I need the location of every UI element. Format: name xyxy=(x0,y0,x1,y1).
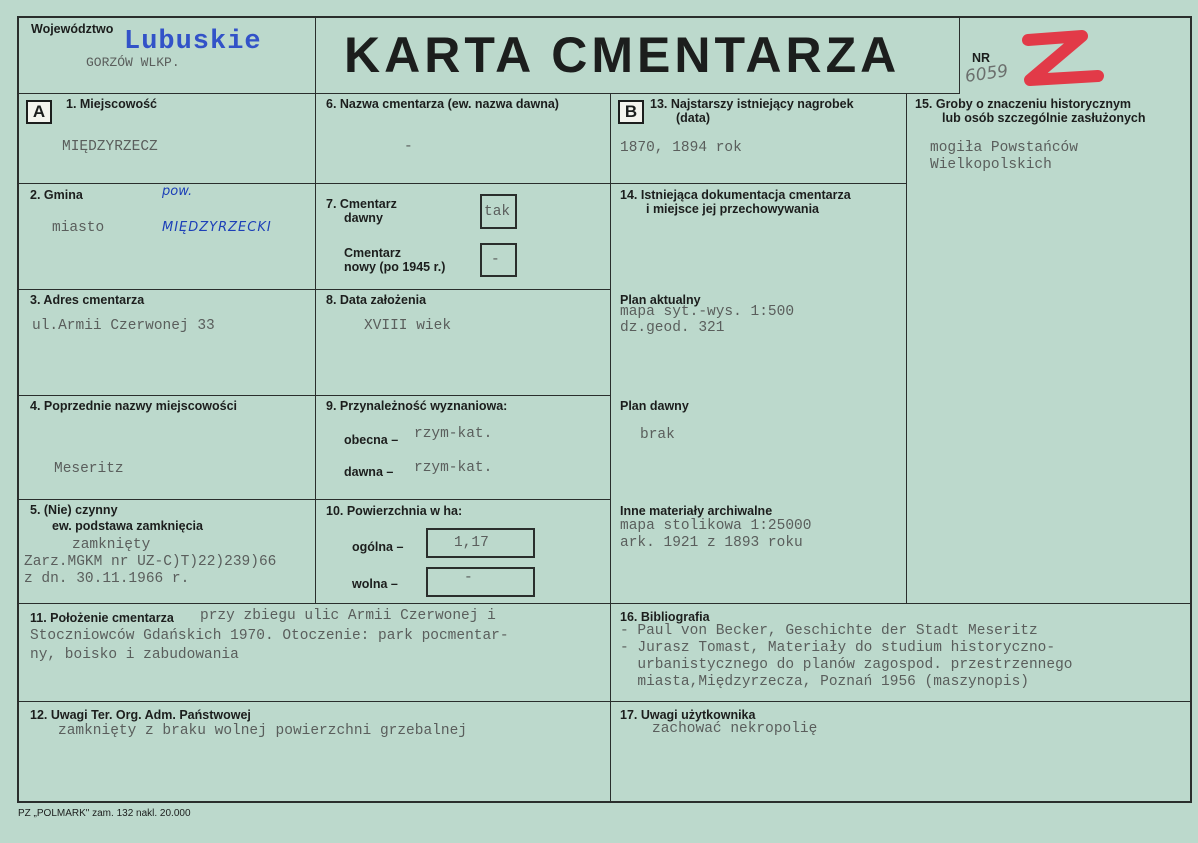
nr-red-mark xyxy=(1020,30,1104,88)
plan-now-label: Plan aktualny xyxy=(620,293,701,307)
field-11-label: 11. Położenie cmentarza xyxy=(30,611,174,625)
field-15-value-1: mogiła Powstańców xyxy=(930,140,1078,156)
field-10-free-value: - xyxy=(464,570,473,586)
voivodeship-stamp: Lubuskie xyxy=(124,27,262,57)
other-materials-label: Inne materiały archiwalne xyxy=(620,504,773,518)
field-16-value-1: - Paul von Becker, Geschichte der Stadt Meseritz xyxy=(620,623,1038,639)
other-materials-value-1: mapa stolikowa 1:25000 xyxy=(620,518,812,534)
nr-written: 6059 xyxy=(963,61,1010,87)
section-b-box: B xyxy=(618,100,644,124)
field-7-label-d: nowy (po 1945 r.) xyxy=(344,260,446,274)
field-16-value-4: miasta,Międzyrzecza, Poznań 1956 (maszynopis) xyxy=(620,674,1029,690)
field-17-label: 17. Uwagi użytkownika xyxy=(620,708,756,722)
field-10-free-label: wolna – xyxy=(352,577,398,591)
field-16-value-2: - Jurasz Tomast, Materiały do studium historyczno- xyxy=(620,640,1056,656)
field-1-value: MIĘDZYRZECZ xyxy=(62,139,158,155)
field-13-value: 1870, 1894 rok xyxy=(620,140,742,156)
other-materials-value-2: ark. 1921 z 1893 roku xyxy=(620,535,803,551)
nr-label: NR xyxy=(972,51,991,65)
field-6-label: 6. Nazwa cmentarza (ew. nazwa dawna) xyxy=(326,97,559,111)
field-15-value-2: Wielkopolskich xyxy=(930,157,1052,173)
field-7-label-b: dawny xyxy=(344,211,383,225)
field-5-value-2: Zarz.MGKM nr UZ-C)T)22)239)66 xyxy=(24,554,277,570)
field-5-value-1: zamknięty xyxy=(72,537,151,553)
field-9-current-value: rzym-kat. xyxy=(414,426,493,442)
plan-old-label: Plan dawny xyxy=(620,399,689,413)
field-9-current-label: obecna – xyxy=(344,433,399,447)
field-1-label: 1. Miejscowość xyxy=(66,97,158,111)
field-14-label-a: 14. Istniejąca dokumentacja cmentarza xyxy=(620,188,851,202)
field-11-value-1: przy zbiegu ulic Armii Czerwonej i xyxy=(200,608,496,624)
field-2-hand-value: MIĘDZYRZECKI xyxy=(162,220,272,235)
voivodeship-label: Województwo xyxy=(31,22,114,36)
field-2-value: miasto xyxy=(52,220,105,236)
field-16-value-3: urbanistycznego do planów zagospod. przestrzennego xyxy=(620,657,1073,673)
plan-now-value-2: dz.geod. 321 xyxy=(620,320,725,336)
field-8-label: 8. Data założenia xyxy=(326,293,427,307)
field-6-value: - xyxy=(404,139,413,155)
field-2-hand-top: pow. xyxy=(162,184,193,199)
field-13-label-b: (data) xyxy=(676,111,711,125)
section-a-box: A xyxy=(26,100,52,124)
field-8-value: XVIII wiek xyxy=(364,318,452,334)
field-11-value-3: ny, boisko i zabudowania xyxy=(30,647,239,663)
field-4-value: Meseritz xyxy=(54,461,124,477)
field-7-value-a: tak xyxy=(484,204,511,220)
field-3-value: ul.Armii Czerwonej 33 xyxy=(32,318,215,334)
plan-now-value-1: mapa syt.-wys. 1:500 xyxy=(620,304,795,320)
field-7-label-c: Cmentarz xyxy=(344,246,401,260)
field-10-total-label: ogólna – xyxy=(352,540,404,554)
field-5-label-a: 5. (Nie) czynny xyxy=(30,503,118,517)
printer-footer: PZ „POLMARK" zam. 132 nakl. 20.000 xyxy=(18,808,191,819)
field-4-label: 4. Poprzednie nazwy miejscowości xyxy=(30,399,238,413)
field-13-label-a: 13. Najstarszy istniejący nagrobek xyxy=(650,97,854,111)
plan-old-value: brak xyxy=(640,427,675,443)
field-3-label: 3. Adres cmentarza xyxy=(30,293,145,307)
field-9-old-label: dawna – xyxy=(344,465,394,479)
field-9-old-value: rzym-kat. xyxy=(414,460,493,476)
voivodeship-old: GORZÓW WLKP. xyxy=(86,55,180,70)
field-15-label-a: 15. Groby o znaczeniu historycznym xyxy=(915,97,1132,111)
field-10-total-value: 1,17 xyxy=(454,535,489,551)
field-7-label-a: 7. Cmentarz xyxy=(326,197,397,211)
field-16-label: 16. Bibliografia xyxy=(620,610,710,624)
field-9-label: 9. Przynależność wyznaniowa: xyxy=(326,399,508,413)
field-15-label-b: lub osób szczególnie zasłużonych xyxy=(942,111,1146,125)
field-14-label-b: i miejsce jej przechowywania xyxy=(646,202,819,216)
field-5-value-3: z dn. 30.11.1966 r. xyxy=(24,571,190,587)
field-17-value: zachować nekropolię xyxy=(652,721,818,737)
field-11-value-2: Stoczniowców Gdańskich 1970. Otoczenie: park pocmentar- xyxy=(30,628,509,644)
field-7-value-b: - xyxy=(491,252,500,268)
page-title: KARTA CMENTARZA xyxy=(344,27,901,83)
field-12-value: zamknięty z braku wolnej powierzchni grzebalnej xyxy=(58,723,467,739)
field-5-label-b: ew. podstawa zamknięcia xyxy=(52,519,203,533)
field-10-label: 10. Powierzchnia w ha: xyxy=(326,504,463,518)
field-12-label: 12. Uwagi Ter. Org. Adm. Państwowej xyxy=(30,708,251,722)
field-2-label: 2. Gmina xyxy=(30,188,83,202)
field-10-free-box xyxy=(426,567,535,597)
